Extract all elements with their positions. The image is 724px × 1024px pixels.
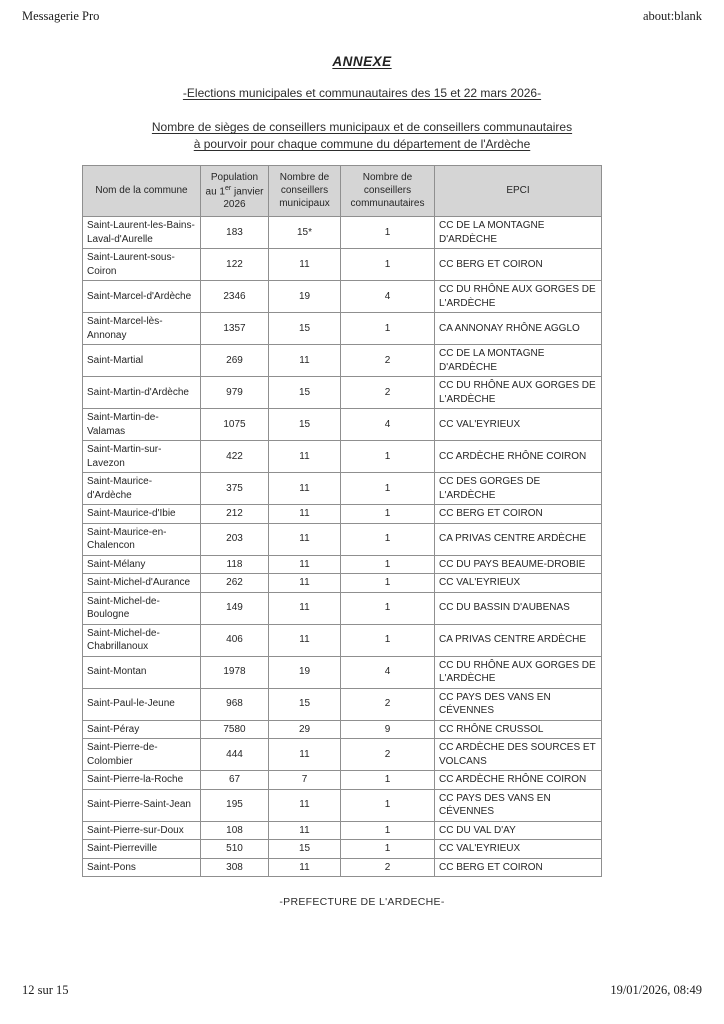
municipal-councillors-cell: 11 [269,345,341,377]
commune-cell: Saint-Martin-de-Valamas [83,409,201,441]
municipal-councillors-cell: 19 [269,281,341,313]
population-cell: 262 [201,574,269,593]
table-row [83,592,602,624]
table-header-row [83,165,602,216]
print-header-url: about:blank [642,9,702,23]
table-row [83,217,602,249]
epci-cell: CC ARDÈCHE DES SOURCES ET VOLCANS [435,739,602,771]
municipal-councillors-cell: 11 [269,473,341,505]
commune-cell: Saint-Péray [83,720,201,739]
epci-cell: CC DE LA MONTAGNE D'ARDÈCHE [435,345,602,377]
municipal-councillors-cell: 29 [269,720,341,739]
commune-cell: Saint-Pons [83,858,201,877]
population-cell: 308 [201,858,269,877]
community-councillors-cell: 1 [341,249,435,281]
municipal-councillors-cell: 15 [269,840,341,859]
municipal-councillors-cell: 7 [269,771,341,790]
commune-cell: Saint-Martin-d'Ardèche [83,377,201,409]
commune-cell: Saint-Martin-sur-Lavezon [83,441,201,473]
table-row [83,840,602,859]
table-row [83,656,602,688]
table-row [83,345,602,377]
elections-subtitle: -Elections municipales et communautaires des 15 et 22 mars 2026- [182,86,542,100]
epci-cell: CC DU RHÔNE AUX GORGES DE L'ARDÈCHE [435,281,602,313]
population-cell: 149 [201,592,269,624]
epci-cell: CC PAYS DES VANS EN CÉVENNES [435,688,602,720]
epci-cell: CC BERG ET COIRON [435,858,602,877]
epci-cell: CC BERG ET COIRON [435,505,602,524]
commune-cell: Saint-Michel-de-Chabrillanoux [83,624,201,656]
print-timestamp: 19/01/2026, 08:49 [610,983,702,997]
community-councillors-cell: 2 [341,377,435,409]
commune-cell: Saint-Paul-le-Jeune [83,688,201,720]
municipal-councillors-cell: 11 [269,249,341,281]
community-councillors-cell: 1 [341,821,435,840]
population-cell: 1075 [201,409,269,441]
table-row [83,249,602,281]
table-row [83,739,602,771]
table-row [83,858,602,877]
commune-cell: Saint-Montan [83,656,201,688]
table-row [83,574,602,593]
commune-cell: Saint-Laurent-sous-Coiron [83,249,201,281]
table-row [83,624,602,656]
table-body [83,217,602,877]
community-councillors-cell: 1 [341,624,435,656]
table-heading [0,119,724,154]
prefecture-footnote: -PREFECTURE DE L'ARDECHE- [279,896,445,909]
commune-cell: Saint-Laurent-les-Bains-Laval-d'Aurelle [83,217,201,249]
municipal-councillors-cell: 19 [269,656,341,688]
community-councillors-cell: 4 [341,409,435,441]
annexe-title: ANNEXE [332,54,392,69]
community-councillors-cell: 1 [341,523,435,555]
municipal-councillors-cell: 11 [269,592,341,624]
superscript-er: er [224,184,232,192]
commune-cell: Saint-Pierre-sur-Doux [83,821,201,840]
municipal-councillors-cell: 15 [269,313,341,345]
community-councillors-cell: 2 [341,858,435,877]
print-header-app-title: Messagerie Pro [22,9,100,23]
population-cell: 122 [201,249,269,281]
population-cell: 406 [201,624,269,656]
commune-cell: Saint-Pierreville [83,840,201,859]
table-row [83,313,602,345]
epci-cell: CC VAL'EYRIEUX [435,574,602,593]
epci-cell: CC DES GORGES DE L'ARDÈCHE [435,473,602,505]
heading-line-1: Nombre de sièges de conseillers municipaux et de conseillers communautaires [151,120,573,134]
municipal-councillors-cell: 15 [269,377,341,409]
table-row [83,473,602,505]
community-councillors-cell: 4 [341,656,435,688]
epci-cell: CC ARDÈCHE RHÔNE COIRON [435,441,602,473]
seats-table [82,165,602,877]
epci-cell: CC ARDÈCHE RHÔNE COIRON [435,771,602,790]
population-cell: 269 [201,345,269,377]
population-cell: 195 [201,789,269,821]
community-councillors-cell: 4 [341,281,435,313]
table-row [83,377,602,409]
epci-cell: CC DU PAYS BEAUME-DROBIE [435,555,602,574]
table-row [83,771,602,790]
municipal-councillors-cell: 11 [269,858,341,877]
epci-cell: CC DU RHÔNE AUX GORGES DE L'ARDÈCHE [435,656,602,688]
epci-cell: CC DU RHÔNE AUX GORGES DE L'ARDÈCHE [435,377,602,409]
heading-line-2: à pourvoir pour chaque commune du département de l'Ardèche [193,137,531,152]
population-cell: 203 [201,523,269,555]
community-councillors-cell: 1 [341,789,435,821]
commune-cell: Saint-Pierre-Saint-Jean [83,789,201,821]
epci-cell: CC RHÔNE CRUSSOL [435,720,602,739]
community-councillors-cell: 1 [341,217,435,249]
community-councillors-cell: 2 [341,345,435,377]
commune-cell: Saint-Maurice-en-Chalencon [83,523,201,555]
commune-cell: Saint-Martial [83,345,201,377]
commune-cell: Saint-Pierre-la-Roche [83,771,201,790]
municipal-councillors-cell: 11 [269,624,341,656]
epci-cell: CA PRIVAS CENTRE ARDÈCHE [435,523,602,555]
table-row [83,821,602,840]
municipal-councillors-cell: 11 [269,555,341,574]
population-cell: 979 [201,377,269,409]
municipal-councillors-cell: 11 [269,739,341,771]
population-cell: 108 [201,821,269,840]
population-cell: 375 [201,473,269,505]
table-row [83,720,602,739]
community-councillors-cell: 1 [341,592,435,624]
epci-cell: CC VAL'EYRIEUX [435,840,602,859]
community-councillors-cell: 9 [341,720,435,739]
epci-cell: CC VAL'EYRIEUX [435,409,602,441]
municipal-councillors-cell: 11 [269,505,341,524]
population-cell: 67 [201,771,269,790]
population-cell: 212 [201,505,269,524]
community-councillors-cell: 1 [341,313,435,345]
population-cell: 118 [201,555,269,574]
epci-cell: CC PAYS DES VANS EN CÉVENNES [435,789,602,821]
commune-cell: Saint-Maurice-d'Ardèche [83,473,201,505]
commune-cell: Saint-Pierre-de-Colombier [83,739,201,771]
municipal-councillors-cell: 11 [269,441,341,473]
commune-cell: Saint-Marcel-lès-Annonay [83,313,201,345]
table-row [83,409,602,441]
table-row [83,688,602,720]
table-row [83,789,602,821]
community-councillors-cell: 1 [341,574,435,593]
table-row [83,441,602,473]
table-row [83,505,602,524]
epci-cell: CC DU BASSIN D'AUBENAS [435,592,602,624]
epci-cell: CC DE LA MONTAGNE D'ARDÈCHE [435,217,602,249]
col-header-community-councillors: Nombre de conseillers communautaires [341,165,435,216]
community-councillors-cell: 1 [341,441,435,473]
col-header-population: Population au 1er janvier 2026 [201,165,269,216]
population-cell: 183 [201,217,269,249]
municipal-councillors-cell: 11 [269,574,341,593]
community-councillors-cell: 1 [341,771,435,790]
municipal-councillors-cell: 11 [269,789,341,821]
community-councillors-cell: 1 [341,473,435,505]
col-header-epci: EPCI [435,165,602,216]
commune-cell: Saint-Mélany [83,555,201,574]
municipal-councillors-cell: 11 [269,821,341,840]
page-number: 12 sur 15 [22,983,69,997]
municipal-councillors-cell: 15* [269,217,341,249]
table-row [83,555,602,574]
commune-cell: Saint-Michel-de-Boulogne [83,592,201,624]
community-councillors-cell: 2 [341,688,435,720]
epci-cell: CA PRIVAS CENTRE ARDÈCHE [435,624,602,656]
epci-cell: CC BERG ET COIRON [435,249,602,281]
community-councillors-cell: 1 [341,840,435,859]
population-cell: 2346 [201,281,269,313]
table-row [83,281,602,313]
print-header [22,9,702,24]
population-cell: 444 [201,739,269,771]
municipal-councillors-cell: 15 [269,688,341,720]
col-header-municipal-councillors: Nombre de conseillers municipaux [269,165,341,216]
commune-cell: Saint-Michel-d'Aurance [83,574,201,593]
population-cell: 1978 [201,656,269,688]
population-cell: 1357 [201,313,269,345]
commune-cell: Saint-Maurice-d'Ibie [83,505,201,524]
community-councillors-cell: 1 [341,555,435,574]
table-row [83,523,602,555]
population-cell: 968 [201,688,269,720]
epci-cell: CA ANNONAY RHÔNE AGGLO [435,313,602,345]
community-councillors-cell: 1 [341,505,435,524]
col-header-commune: Nom de la commune [83,165,201,216]
commune-cell: Saint-Marcel-d'Ardèche [83,281,201,313]
municipal-councillors-cell: 15 [269,409,341,441]
print-footer [22,983,702,998]
population-cell: 510 [201,840,269,859]
municipal-councillors-cell: 11 [269,523,341,555]
community-councillors-cell: 2 [341,739,435,771]
population-cell: 7580 [201,720,269,739]
population-cell: 422 [201,441,269,473]
epci-cell: CC DU VAL D'AY [435,821,602,840]
